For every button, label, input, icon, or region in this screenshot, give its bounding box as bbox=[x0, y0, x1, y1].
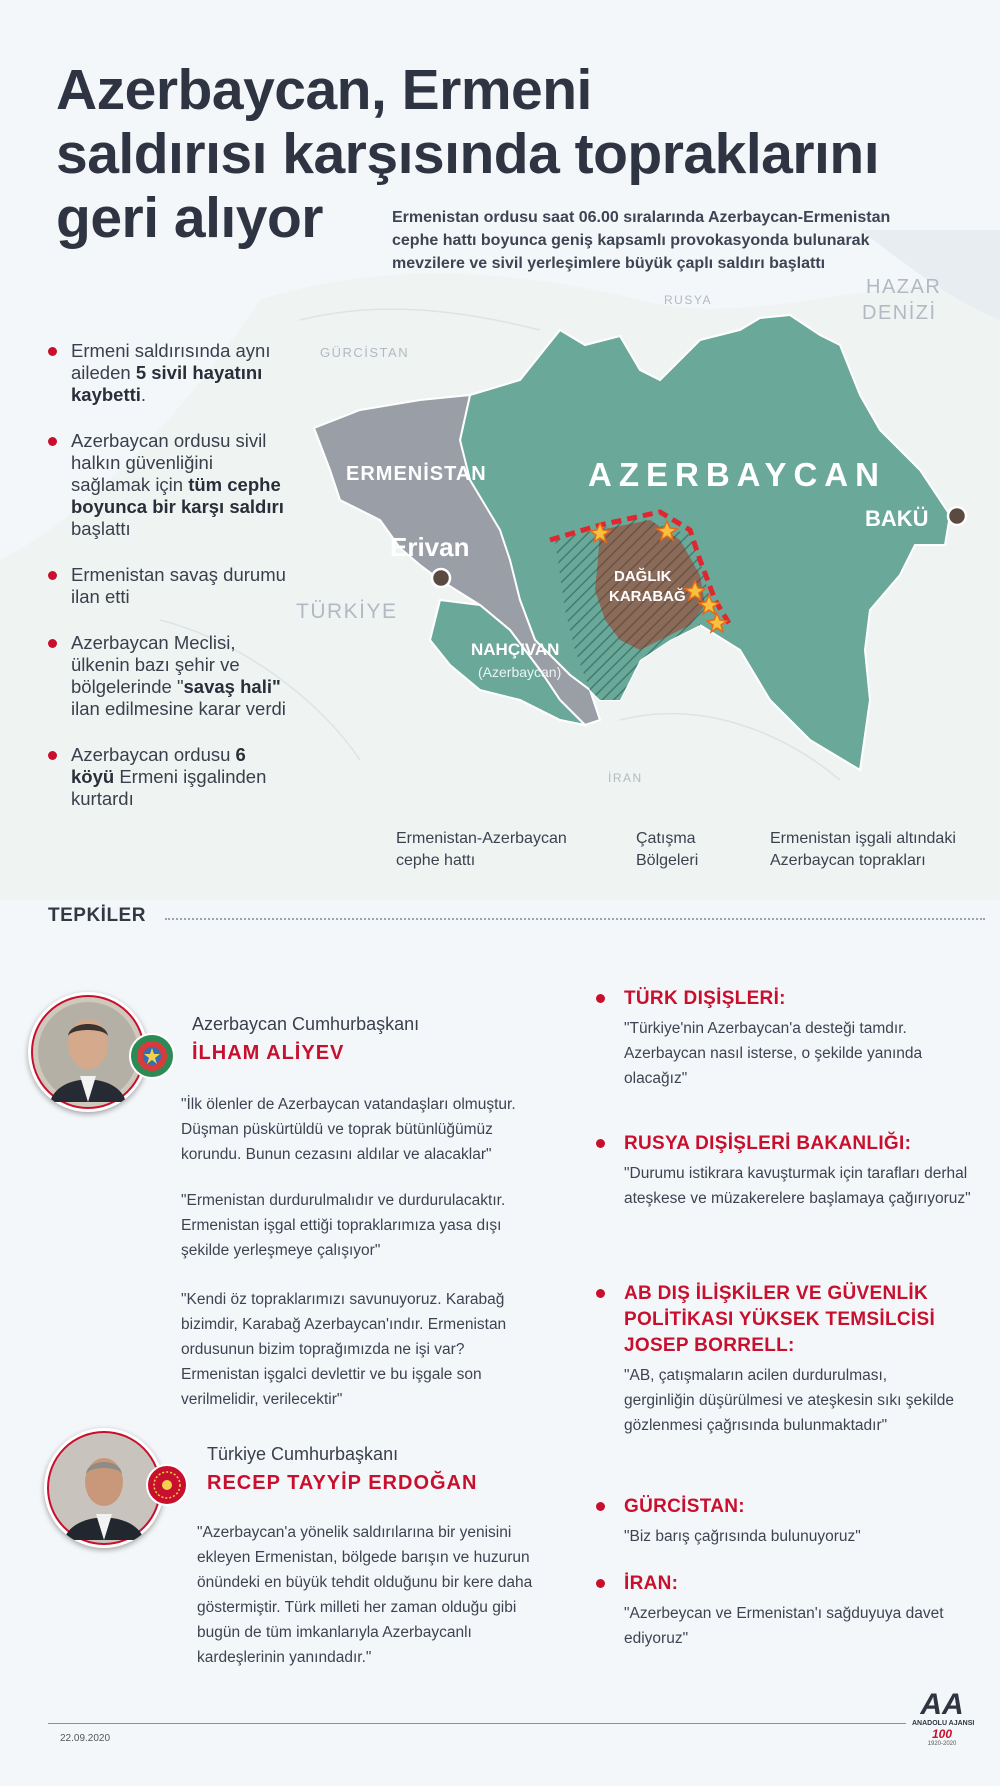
bullet-icon bbox=[596, 1139, 605, 1148]
erdogan-quote: "Azerbaycan'a yönelik saldırılarına bir yenisini ekleyen Ermenistan, bölgede barışın ve huzurun önündeki en büyük tehdit olduğunu bir kere daha göstermiştir. Türk milleti her zaman olduğu gibi bugün de tüm imkanlarıyla Azerbaycanlı kardeşlerinin yanındadır." bbox=[197, 1524, 533, 1666]
label-baku: BAKÜ bbox=[865, 506, 929, 531]
legend-occupied: Ermenistan işgali altındaki Azerbaycan toprakları bbox=[770, 830, 956, 869]
baku-marker bbox=[948, 507, 966, 525]
key-fact: Azerbaycan ordusu sivil halkın güvenliğini sağlamak için tüm cephe boyunca bir karşı saldırı başlattı bbox=[48, 430, 293, 540]
label-nahcivan: NAHÇIVAN bbox=[471, 640, 560, 659]
publish-date: 22.09.2020 bbox=[60, 1733, 111, 1744]
label-turkiye: TÜRKİYE bbox=[296, 600, 398, 623]
section-title: TEPKİLER bbox=[48, 905, 146, 926]
divider bbox=[165, 918, 985, 920]
aliyev-name: İLHAM ALİYEV bbox=[192, 1042, 345, 1064]
aliyev-role: Azerbaycan Cumhurbaşkanı bbox=[192, 1014, 420, 1034]
label-hazar-2: DENİZİ bbox=[862, 302, 937, 324]
label-azerbaycan: AZERBAYCAN bbox=[588, 456, 886, 493]
reaction-iran bbox=[598, 1571, 978, 1651]
subtitle: Ermenistan ordusu saat 06.00 sıralarında Azerbaycan-Ermenistan cephe hattı boyunca geniş kapsamlı provokasyonda bulunarak mevzilere ve sivil yerleşimlere büyük çaplı saldırı başlattı bbox=[392, 209, 891, 272]
anadolu-logo bbox=[912, 1688, 975, 1747]
key-fact: Azerbaycan ordusu 6 köyü Ermeni işgalinden kurtardı bbox=[48, 744, 293, 810]
label-rusya: RUSYA bbox=[664, 293, 712, 307]
reaction-title: GÜRCİSTAN: bbox=[624, 1496, 745, 1517]
reaction-ab bbox=[598, 1281, 958, 1438]
reaction-turk-disisleri bbox=[598, 986, 978, 1091]
reaction-quote: "Durumu istikrara kavuşturmak için tarafları derhal ateşkese ve müzakerelere başlamaya çağırıyoruz" bbox=[624, 1165, 971, 1207]
logo-mark: AA bbox=[920, 1688, 964, 1721]
logo-name: ANADOLU AJANSI bbox=[912, 1720, 975, 1727]
label-hazar: HAZAR bbox=[866, 276, 942, 298]
label-daglik: DAĞLIK bbox=[614, 568, 672, 585]
footer-divider bbox=[48, 1723, 906, 1724]
bullet-icon bbox=[596, 1289, 605, 1298]
label-karabag: KARABAĞ bbox=[609, 588, 686, 605]
aliyev-quote-3: "Kendi öz topraklarımızı savunuyoruz. Karabağ bizimdir, Karabağ Azerbaycan'ındır. Ermenistan ordusunun bizim toprağımızda ne işi var? Ermenistan işgalci devlettir ve bu işgale son verilmelidir, verilecektir" bbox=[181, 1291, 507, 1408]
region-map bbox=[0, 0, 1000, 800]
reaction-title: İRAN: bbox=[624, 1573, 679, 1594]
erdogan-name: RECEP TAYYİP ERDOĞAN bbox=[207, 1472, 478, 1494]
reaction-quote: "AB, çatışmaların acilen durdurulması, gerginliğin düşürülmesi ve ateşkesin sıkı şekilde gözlenmesi çağrısında bulunmaktadır" bbox=[624, 1367, 954, 1434]
legend-conflict: Çatışma Bölgeleri bbox=[636, 830, 699, 869]
key-fact: Ermeni saldırısında aynı aileden 5 sivil hayatını kaybetti. bbox=[48, 340, 293, 406]
reaction-rusya bbox=[598, 1131, 978, 1211]
title-line-3: geri alıyor bbox=[56, 186, 323, 250]
label-gurcistan: GÜRCİSTAN bbox=[320, 345, 410, 360]
legend-front-line: Ermenistan-Azerbaycan cephe hattı bbox=[396, 830, 567, 869]
label-iran: İRAN bbox=[608, 771, 643, 785]
logo-years: 1920-2020 bbox=[927, 1741, 957, 1747]
erivan-marker bbox=[432, 569, 450, 587]
azerbaijan-emblem-icon bbox=[128, 1032, 176, 1080]
reaction-quote: "Türkiye'nin Azerbaycan'a desteği tamdır. Azerbaycan nasıl isterse, o şekilde yanında olacağız" bbox=[624, 1020, 923, 1087]
reaction-quote: "Azerbeycan ve Ermenistan'ı sağduyuya davet ediyoruz" bbox=[624, 1605, 944, 1647]
label-ermenistan: ERMENİSTAN bbox=[346, 463, 487, 485]
reaction-gurcistan bbox=[598, 1494, 978, 1549]
label-nahcivan-sub: (Azerbaycan) bbox=[478, 664, 562, 680]
bullet-icon bbox=[596, 1579, 605, 1588]
reaction-quote: "Biz barış çağrısında bulunuyoruz" bbox=[624, 1528, 861, 1545]
title-line-2: saldırısı karşısında topraklarını bbox=[56, 122, 880, 186]
key-fact: Azerbaycan Meclisi, ülkenin bazı şehir ve bölgelerinde "savaş hali" ilan edilmesine karar verdi bbox=[48, 632, 293, 720]
key-fact: Ermenistan savaş durumu ilan etti bbox=[48, 564, 293, 608]
aliyev-quote-1: "İlk ölenler de Azerbaycan vatandaşları olmuştur. Düşman püskürtüldü ve toprak bütünlüğümüz korundu. Bunun cezasını aldılar ve alacaklar" bbox=[181, 1096, 516, 1163]
reaction-title: AB DIŞ İLİŞKİLER VE GÜVENLİK POLİTİKASI YÜKSEK TEMSİLCİSİ JOSEP BORRELL: bbox=[624, 1283, 936, 1356]
reaction-title: RUSYA DIŞİŞLERİ BAKANLIĞI: bbox=[624, 1133, 912, 1154]
reaction-title: TÜRK DIŞİŞLERİ: bbox=[624, 988, 786, 1009]
bullet-icon bbox=[596, 994, 605, 1003]
turkiye-presidency-emblem-icon bbox=[145, 1463, 189, 1507]
logo-anniversary: 100 bbox=[931, 1727, 953, 1741]
label-erivan: Erivan bbox=[390, 532, 470, 562]
title-line-1: Azerbaycan, Ermeni bbox=[56, 58, 592, 122]
erdogan-role: Türkiye Cumhurbaşkanı bbox=[207, 1444, 399, 1464]
bullet-icon bbox=[596, 1502, 605, 1511]
aliyev-quote-2: "Ermenistan durdurulmalıdır ve durdurulacaktır. Ermenistan işgal ettiği topraklarımıza yasa dışı şekilde yerleşmeye çalışıyor" bbox=[181, 1192, 506, 1259]
